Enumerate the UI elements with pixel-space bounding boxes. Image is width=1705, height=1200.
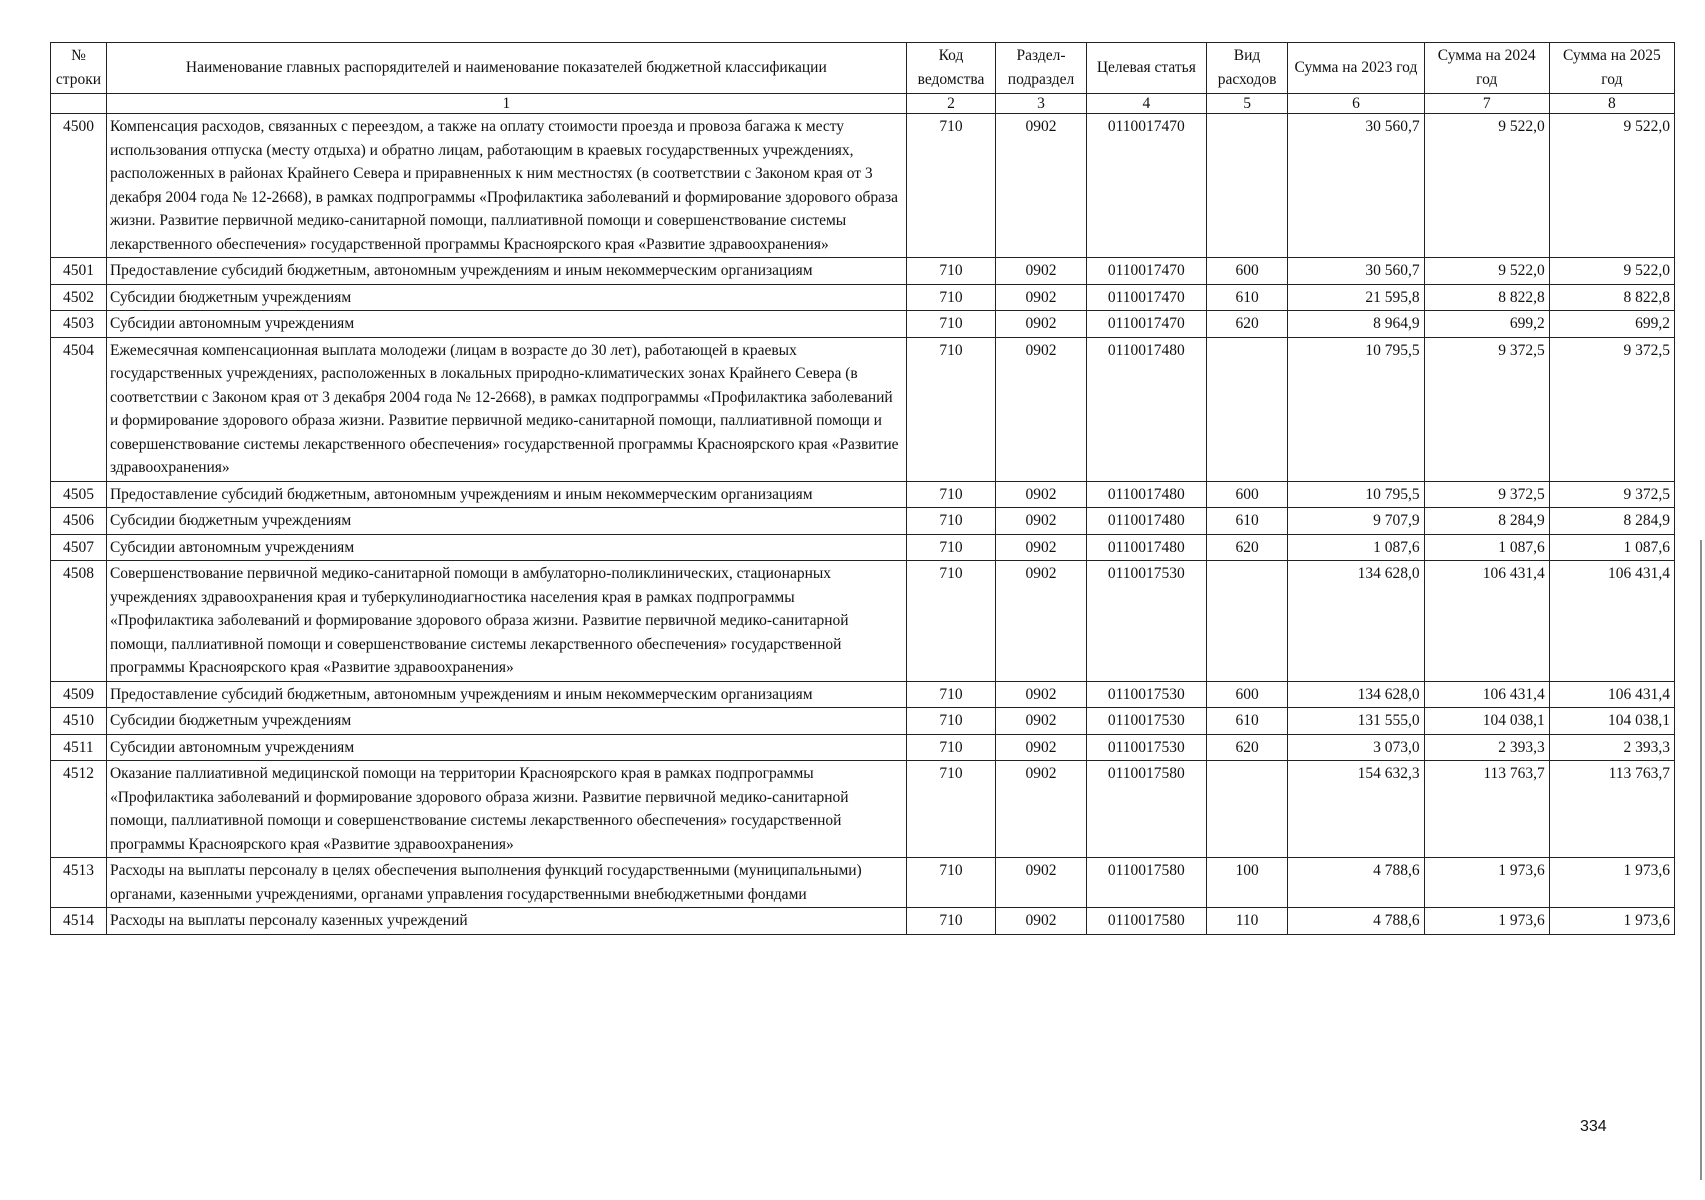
- row-number-cell: 4502: [51, 284, 107, 311]
- expense-type-cell: 610: [1206, 284, 1287, 311]
- expense-type-cell: [1206, 561, 1287, 682]
- sum-2024-cell: 8 822,8: [1424, 284, 1549, 311]
- sum-2024-cell: 106 431,4: [1424, 681, 1549, 708]
- name-cell: Предоставление субсидий бюджетным, автономным учреждениям и иным некоммерческим организациям: [106, 481, 906, 508]
- sum-2023-cell: 9 707,9: [1288, 508, 1424, 535]
- header-sum-2024: Сумма на 2024 год: [1424, 43, 1549, 94]
- column-number: 5: [1206, 94, 1287, 114]
- name-cell: Субсидии автономным учреждениям: [106, 534, 906, 561]
- sum-2024-cell: 2 393,3: [1424, 734, 1549, 761]
- section-cell: 0902: [996, 258, 1087, 285]
- row-number-cell: 4508: [51, 561, 107, 682]
- sum-2023-cell: 10 795,5: [1288, 337, 1424, 481]
- table-row: [51, 761, 1675, 858]
- name-cell: Расходы на выплаты персоналу в целях обеспечения выполнения функций государственными (муниципальными) органами, казенными учреждениями, органами управления государственными внебюджетными фондами: [106, 858, 906, 908]
- table-row: [51, 908, 1675, 935]
- sum-2023-cell: 4 788,6: [1288, 908, 1424, 935]
- section-cell: 0902: [996, 481, 1087, 508]
- row-number-cell: 4505: [51, 481, 107, 508]
- header-sum-2025: Сумма на 2025 год: [1549, 43, 1674, 94]
- table-row: [51, 561, 1675, 682]
- expense-type-cell: 610: [1206, 508, 1287, 535]
- expense-type-cell: 620: [1206, 311, 1287, 338]
- sum-2025-cell: 699,2: [1549, 311, 1674, 338]
- expense-type-cell: [1206, 337, 1287, 481]
- department-code-cell: 710: [906, 481, 996, 508]
- name-cell: Ежемесячная компенсационная выплата молодежи (лицам в возрасте до 30 лет), работающей в краевых государственных учреждениях, расположенных в локальных природно-климатических зонах Крайнего Севера (в соответствии с Законом края от 3 декабря 2004 года № 12-2668), в рамках подпрограммы «Профилактика заболеваний и формирование здорового образа жизни. Развитие первичной медико-санитарной помощи, паллиативной помощи и совершенствование системы лекарственного обеспечения» государственной программы Красноярского края «Развитие здравоохранения»: [106, 337, 906, 481]
- sum-2024-cell: 1 973,6: [1424, 908, 1549, 935]
- sum-2024-cell: 9 372,5: [1424, 481, 1549, 508]
- row-number-cell: 4510: [51, 708, 107, 735]
- sum-2025-cell: 1 087,6: [1549, 534, 1674, 561]
- department-code-cell: 710: [906, 508, 996, 535]
- sum-2023-cell: 3 073,0: [1288, 734, 1424, 761]
- target-article-cell: 0110017580: [1086, 858, 1206, 908]
- row-number-cell: 4512: [51, 761, 107, 858]
- sum-2025-cell: 106 431,4: [1549, 681, 1674, 708]
- section-cell: 0902: [996, 311, 1087, 338]
- table-row: [51, 858, 1675, 908]
- sum-2023-cell: 10 795,5: [1288, 481, 1424, 508]
- sum-2023-cell: 8 964,9: [1288, 311, 1424, 338]
- target-article-cell: 0110017480: [1086, 508, 1206, 535]
- section-cell: 0902: [996, 337, 1087, 481]
- sum-2025-cell: 104 038,1: [1549, 708, 1674, 735]
- sum-2024-cell: 1 087,6: [1424, 534, 1549, 561]
- name-cell: Субсидии бюджетным учреждениям: [106, 708, 906, 735]
- sum-2024-cell: 1 973,6: [1424, 858, 1549, 908]
- table-row: [51, 258, 1675, 285]
- expense-type-cell: 110: [1206, 908, 1287, 935]
- department-code-cell: 710: [906, 858, 996, 908]
- table-row: [51, 114, 1675, 258]
- header-department-code: Код ведомства: [906, 43, 996, 94]
- target-article-cell: 0110017470: [1086, 284, 1206, 311]
- row-number-cell: 4501: [51, 258, 107, 285]
- column-number: 3: [996, 94, 1087, 114]
- target-article-cell: 0110017530: [1086, 708, 1206, 735]
- sum-2024-cell: 9 522,0: [1424, 114, 1549, 258]
- table-row: [51, 681, 1675, 708]
- row-number-cell: 4509: [51, 681, 107, 708]
- budget-table-page: [50, 42, 1675, 935]
- sum-2025-cell: 113 763,7: [1549, 761, 1674, 858]
- department-code-cell: 710: [906, 284, 996, 311]
- department-code-cell: 710: [906, 761, 996, 858]
- table-row: [51, 311, 1675, 338]
- target-article-cell: 0110017530: [1086, 681, 1206, 708]
- column-number: 8: [1549, 94, 1674, 114]
- name-cell: Предоставление субсидий бюджетным, автономным учреждениям и иным некоммерческим организациям: [106, 258, 906, 285]
- expense-type-cell: [1206, 761, 1287, 858]
- sum-2025-cell: 1 973,6: [1549, 858, 1674, 908]
- sum-2023-cell: 134 628,0: [1288, 681, 1424, 708]
- row-number-cell: 4507: [51, 534, 107, 561]
- name-cell: Оказание паллиативной медицинской помощи на территории Красноярского края в рамках подпрограммы «Профилактика заболеваний и формирование здорового образа жизни. Развитие первичной медико-санитарной помощи, паллиативной помощи и совершенствование системы лекарственного обеспечения» государственной программы Красноярского края «Развитие здравоохранения»: [106, 761, 906, 858]
- table-row: [51, 508, 1675, 535]
- department-code-cell: 710: [906, 337, 996, 481]
- sum-2024-cell: 9 522,0: [1424, 258, 1549, 285]
- section-cell: 0902: [996, 681, 1087, 708]
- column-number: 2: [906, 94, 996, 114]
- name-cell: Субсидии бюджетным учреждениям: [106, 284, 906, 311]
- department-code-cell: 710: [906, 311, 996, 338]
- department-code-cell: 710: [906, 908, 996, 935]
- table-row: [51, 481, 1675, 508]
- section-cell: 0902: [996, 858, 1087, 908]
- scan-edge-line: [1700, 540, 1702, 1180]
- target-article-cell: 0110017480: [1086, 337, 1206, 481]
- department-code-cell: 710: [906, 258, 996, 285]
- target-article-cell: 0110017530: [1086, 734, 1206, 761]
- header-target-article: Целевая статья: [1086, 43, 1206, 94]
- target-article-cell: 0110017530: [1086, 561, 1206, 682]
- department-code-cell: 710: [906, 114, 996, 258]
- sum-2023-cell: 30 560,7: [1288, 258, 1424, 285]
- column-number: 7: [1424, 94, 1549, 114]
- department-code-cell: 710: [906, 534, 996, 561]
- expense-type-cell: [1206, 114, 1287, 258]
- section-cell: 0902: [996, 561, 1087, 682]
- name-cell: Предоставление субсидий бюджетным, автономным учреждениям и иным некоммерческим организациям: [106, 681, 906, 708]
- column-number: 4: [1086, 94, 1206, 114]
- page-number: 334: [1580, 1118, 1607, 1135]
- sum-2025-cell: 9 522,0: [1549, 258, 1674, 285]
- sum-2024-cell: 104 038,1: [1424, 708, 1549, 735]
- header-section: Раздел-подраздел: [996, 43, 1087, 94]
- sum-2023-cell: 4 788,6: [1288, 858, 1424, 908]
- sum-2025-cell: 106 431,4: [1549, 561, 1674, 682]
- row-number-cell: 4514: [51, 908, 107, 935]
- name-cell: Субсидии автономным учреждениям: [106, 311, 906, 338]
- column-number: [51, 94, 107, 114]
- sum-2023-cell: 1 087,6: [1288, 534, 1424, 561]
- row-number-cell: 4513: [51, 858, 107, 908]
- budget-table: [50, 42, 1675, 935]
- table-row: [51, 534, 1675, 561]
- expense-type-cell: 600: [1206, 481, 1287, 508]
- section-cell: 0902: [996, 114, 1087, 258]
- sum-2023-cell: 134 628,0: [1288, 561, 1424, 682]
- name-cell: Расходы на выплаты персоналу казенных учреждений: [106, 908, 906, 935]
- row-number-cell: 4511: [51, 734, 107, 761]
- row-number-cell: 4504: [51, 337, 107, 481]
- target-article-cell: 0110017480: [1086, 481, 1206, 508]
- sum-2024-cell: 106 431,4: [1424, 561, 1549, 682]
- name-cell: Компенсация расходов, связанных с переездом, а также на оплату стоимости проезда и провоза багажа к месту использования отпуска (месту отдыха) и обратно лицам, работающим в краевых государственных учреждениях, расположенных в районах Крайнего Севера и приравненных к ним местностях (в соответствии с Законом края от 3 декабря 2004 года № 12-2668), в рамках подпрограммы «Профилактика заболеваний и формирование здорового образа жизни. Развитие первичной медико-санитарной помощи, паллиативной помощи и совершенствование системы лекарственного обеспечения» государственной программы Красноярского края «Развитие здравоохранения»: [106, 114, 906, 258]
- sum-2023-cell: 131 555,0: [1288, 708, 1424, 735]
- row-number-cell: 4500: [51, 114, 107, 258]
- sum-2025-cell: 8 822,8: [1549, 284, 1674, 311]
- sum-2024-cell: 9 372,5: [1424, 337, 1549, 481]
- header-sum-2023: Сумма на 2023 год: [1288, 43, 1424, 94]
- department-code-cell: 710: [906, 681, 996, 708]
- name-cell: Субсидии автономным учреждениям: [106, 734, 906, 761]
- sum-2025-cell: 1 973,6: [1549, 908, 1674, 935]
- section-cell: 0902: [996, 734, 1087, 761]
- table-row: [51, 284, 1675, 311]
- sum-2023-cell: 30 560,7: [1288, 114, 1424, 258]
- sum-2024-cell: 699,2: [1424, 311, 1549, 338]
- column-number: 6: [1288, 94, 1424, 114]
- target-article-cell: 0110017580: [1086, 908, 1206, 935]
- target-article-cell: 0110017580: [1086, 761, 1206, 858]
- row-number-cell: 4506: [51, 508, 107, 535]
- header-row-number: № строки: [51, 43, 107, 94]
- section-cell: 0902: [996, 508, 1087, 535]
- sum-2025-cell: 8 284,9: [1549, 508, 1674, 535]
- expense-type-cell: 610: [1206, 708, 1287, 735]
- section-cell: 0902: [996, 761, 1087, 858]
- header-name: Наименование главных распорядителей и наименование показателей бюджетной классификации: [106, 43, 906, 94]
- target-article-cell: 0110017470: [1086, 311, 1206, 338]
- expense-type-cell: 600: [1206, 681, 1287, 708]
- sum-2024-cell: 113 763,7: [1424, 761, 1549, 858]
- target-article-cell: 0110017480: [1086, 534, 1206, 561]
- row-number-cell: 4503: [51, 311, 107, 338]
- sum-2024-cell: 8 284,9: [1424, 508, 1549, 535]
- sum-2023-cell: 154 632,3: [1288, 761, 1424, 858]
- table-row: [51, 337, 1675, 481]
- section-cell: 0902: [996, 284, 1087, 311]
- target-article-cell: 0110017470: [1086, 258, 1206, 285]
- table-row: [51, 734, 1675, 761]
- sum-2023-cell: 21 595,8: [1288, 284, 1424, 311]
- sum-2025-cell: 9 522,0: [1549, 114, 1674, 258]
- department-code-cell: 710: [906, 561, 996, 682]
- section-cell: 0902: [996, 908, 1087, 935]
- expense-type-cell: 100: [1206, 858, 1287, 908]
- expense-type-cell: 600: [1206, 258, 1287, 285]
- section-cell: 0902: [996, 708, 1087, 735]
- name-cell: Совершенствование первичной медико-санитарной помощи в амбулаторно-поликлинических, стационарных учреждениях здравоохранения края и туберкулинодиагностика населения края в рамках подпрограммы «Профилактика заболеваний и формирование здорового образа жизни. Развитие первичной медико-санитарной помощи, паллиативной помощи и совершенствование системы лекарственного обеспечения» государственной программы Красноярского края «Развитие здравоохранения»: [106, 561, 906, 682]
- expense-type-cell: 620: [1206, 534, 1287, 561]
- header-row: [51, 43, 1675, 94]
- department-code-cell: 710: [906, 734, 996, 761]
- name-cell: Субсидии бюджетным учреждениям: [106, 508, 906, 535]
- column-number-row: [51, 94, 1675, 114]
- section-cell: 0902: [996, 534, 1087, 561]
- column-number: 1: [106, 94, 906, 114]
- sum-2025-cell: 2 393,3: [1549, 734, 1674, 761]
- sum-2025-cell: 9 372,5: [1549, 481, 1674, 508]
- header-expense-type: Вид расходов: [1206, 43, 1287, 94]
- table-row: [51, 708, 1675, 735]
- department-code-cell: 710: [906, 708, 996, 735]
- sum-2025-cell: 9 372,5: [1549, 337, 1674, 481]
- table-body: [51, 114, 1675, 935]
- target-article-cell: 0110017470: [1086, 114, 1206, 258]
- expense-type-cell: 620: [1206, 734, 1287, 761]
